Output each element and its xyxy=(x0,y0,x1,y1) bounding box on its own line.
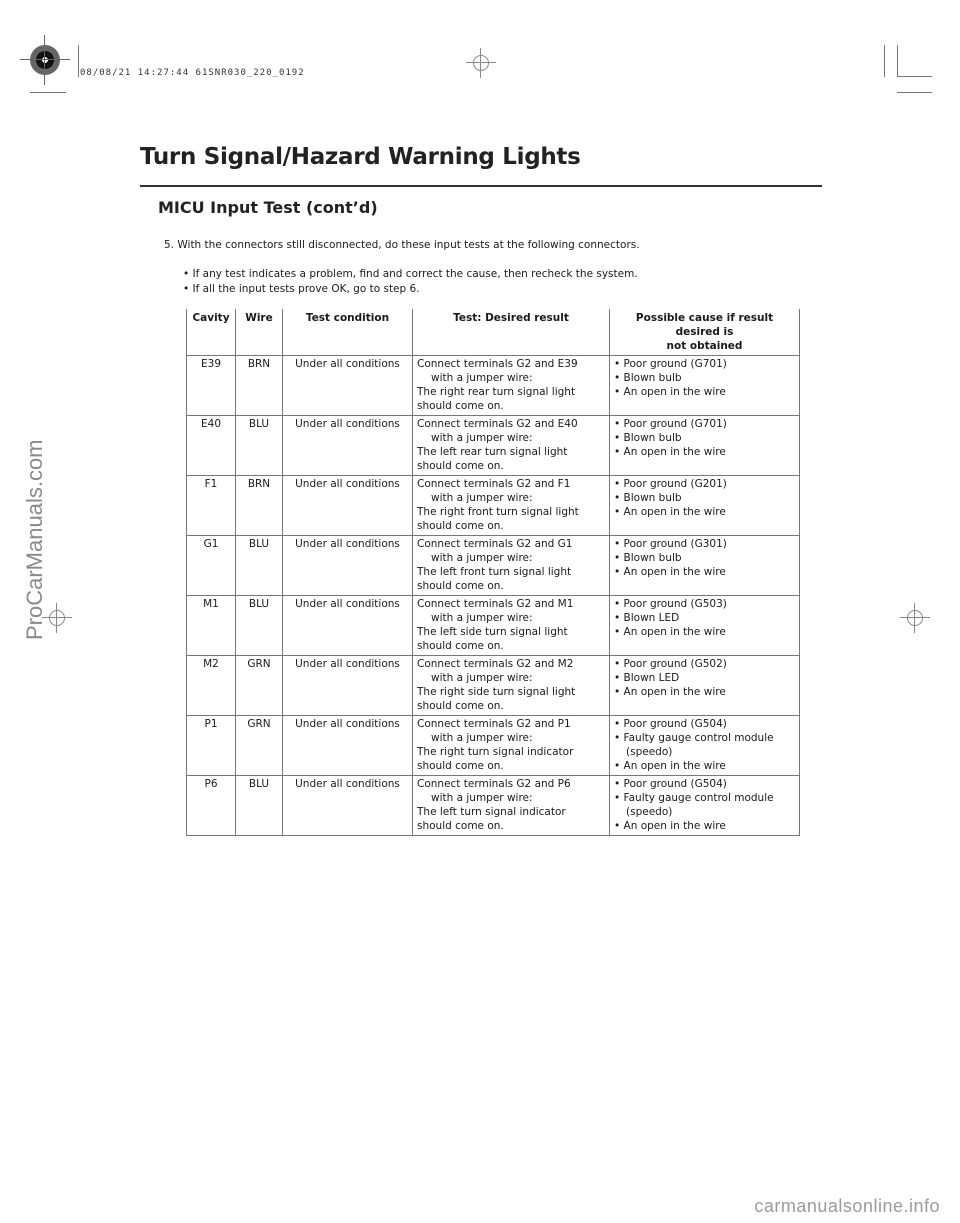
input-test-table xyxy=(186,309,800,836)
cell-wire: BLU xyxy=(236,596,283,656)
cause-item: • Poor ground (G504) xyxy=(614,777,795,791)
cause-item: • Poor ground (G504) xyxy=(614,717,795,731)
cell-wire: BRN xyxy=(236,356,283,416)
cell-wire: GRN xyxy=(236,656,283,716)
step-instruction xyxy=(164,239,640,251)
cause-item: • Blown LED xyxy=(614,611,795,625)
cell-cavity: M2 xyxy=(187,656,236,716)
cell-wire: BRN xyxy=(236,476,283,536)
header-wire: Wire xyxy=(236,309,283,356)
cell-result xyxy=(413,716,610,776)
header-cavity: Cavity xyxy=(187,309,236,356)
result-line: with a jumper wire: xyxy=(431,552,533,564)
cause-item: • Blown bulb xyxy=(614,431,795,445)
cell-result xyxy=(413,536,610,596)
result-line: with a jumper wire: xyxy=(431,732,533,744)
cause-item: • Poor ground (G503) xyxy=(614,597,795,611)
header-cause-line: not obtained xyxy=(666,340,743,352)
result-line: should come on. xyxy=(417,640,504,652)
table-row xyxy=(187,716,800,776)
cell-wire: BLU xyxy=(236,416,283,476)
cause-item: • An open in the wire xyxy=(614,505,795,519)
result-line: Connect terminals G2 and P6 xyxy=(417,778,571,790)
result-line: The left front turn signal light xyxy=(417,566,572,578)
cause-item: • Blown bulb xyxy=(614,371,795,385)
result-line: with a jumper wire: xyxy=(431,432,533,444)
step-bullets xyxy=(183,268,638,298)
cell-cause xyxy=(610,656,800,716)
cause-item: • Blown bulb xyxy=(614,551,795,565)
result-line: Connect terminals G2 and G1 xyxy=(417,538,573,550)
result-line: Connect terminals G2 and E40 xyxy=(417,418,578,430)
result-line: Connect terminals G2 and E39 xyxy=(417,358,578,370)
cell-cause xyxy=(610,476,800,536)
cell-cavity: E39 xyxy=(187,356,236,416)
cell-result xyxy=(413,356,610,416)
cause-item: • An open in the wire xyxy=(614,819,795,833)
table-row xyxy=(187,656,800,716)
cell-result xyxy=(413,416,610,476)
cause-item: • An open in the wire xyxy=(614,385,795,399)
result-line: should come on. xyxy=(417,400,504,412)
cell-condition: Under all conditions xyxy=(283,776,413,836)
cell-wire: BLU xyxy=(236,536,283,596)
result-line: The right turn signal indicator xyxy=(417,746,574,758)
result-line: Connect terminals G2 and P1 xyxy=(417,718,571,730)
cause-item: • An open in the wire xyxy=(614,565,795,579)
result-line: should come on. xyxy=(417,700,504,712)
cell-result xyxy=(413,476,610,536)
cell-cavity: P6 xyxy=(187,776,236,836)
result-line: The left turn signal indicator xyxy=(417,806,566,818)
cell-wire: GRN xyxy=(236,716,283,776)
watermark-left: ProCarManuals.com xyxy=(22,439,47,640)
table-row xyxy=(187,416,800,476)
table-row xyxy=(187,476,800,536)
cause-item: • An open in the wire xyxy=(614,445,795,459)
section-title: MICU Input Test (cont’d) xyxy=(158,198,378,217)
cell-cavity: E40 xyxy=(187,416,236,476)
result-line: should come on. xyxy=(417,580,504,592)
cell-cause xyxy=(610,596,800,656)
result-line: The left side turn signal light xyxy=(417,626,568,638)
crop-mark xyxy=(897,45,898,77)
table-row xyxy=(187,776,800,836)
result-line: Connect terminals G2 and M1 xyxy=(417,598,574,610)
result-line: should come on. xyxy=(417,760,504,772)
watermark-bottom: carmanualsonline.info xyxy=(754,1196,940,1216)
cause-item: • Faulty gauge control module (speedo) xyxy=(614,731,795,759)
cause-item: • Blown bulb xyxy=(614,491,795,505)
cell-result xyxy=(413,596,610,656)
cause-item: • Blown LED xyxy=(614,671,795,685)
cell-cavity: G1 xyxy=(187,536,236,596)
cell-cause xyxy=(610,416,800,476)
cell-condition: Under all conditions xyxy=(283,656,413,716)
crop-mark xyxy=(30,92,66,93)
cell-cavity: P1 xyxy=(187,716,236,776)
cause-item: • An open in the wire xyxy=(614,759,795,773)
cause-item: • An open in the wire xyxy=(614,685,795,699)
table-header-row xyxy=(187,309,800,356)
result-line: The left rear turn signal light xyxy=(417,446,568,458)
cell-cause xyxy=(610,536,800,596)
result-line: with a jumper wire: xyxy=(431,672,533,684)
step-number: 5. xyxy=(164,239,175,251)
cell-condition: Under all conditions xyxy=(283,416,413,476)
result-line: with a jumper wire: xyxy=(431,792,533,804)
crosshair-icon xyxy=(466,48,496,78)
cell-result xyxy=(413,776,610,836)
bullet-item: • If any test indicates a problem, find and correct the cause, then recheck the system. xyxy=(183,268,638,283)
print-stamp: 08/08/21 14:27:44 61SNR030_220_0192 xyxy=(80,68,305,78)
crop-mark xyxy=(897,76,932,77)
header-condition: Test condition xyxy=(283,309,413,356)
registration-mark-icon xyxy=(30,45,60,75)
result-line: Connect terminals G2 and M2 xyxy=(417,658,574,670)
cell-condition: Under all conditions xyxy=(283,356,413,416)
result-line: with a jumper wire: xyxy=(431,492,533,504)
result-line: with a jumper wire: xyxy=(431,372,533,384)
cell-condition: Under all conditions xyxy=(283,716,413,776)
crop-mark xyxy=(897,92,932,93)
result-line: with a jumper wire: xyxy=(431,612,533,624)
cell-wire: BLU xyxy=(236,776,283,836)
table-row xyxy=(187,596,800,656)
header-cause xyxy=(610,309,800,356)
header-cause-line: Possible cause if result desired is xyxy=(635,312,774,338)
cell-result xyxy=(413,656,610,716)
cell-cause xyxy=(610,356,800,416)
cause-item: • Poor ground (G701) xyxy=(614,357,795,371)
result-line: should come on. xyxy=(417,520,504,532)
cause-item: • An open in the wire xyxy=(614,625,795,639)
cell-condition: Under all conditions xyxy=(283,536,413,596)
result-line: The right rear turn signal light xyxy=(417,386,576,398)
cell-cavity: M1 xyxy=(187,596,236,656)
cause-item: • Faulty gauge control module (speedo) xyxy=(614,791,795,819)
crop-mark xyxy=(78,45,79,77)
crosshair-icon xyxy=(900,603,930,633)
cause-item: • Poor ground (G201) xyxy=(614,477,795,491)
page-title: Turn Signal/Hazard Warning Lights xyxy=(140,144,581,170)
cell-cause xyxy=(610,716,800,776)
table-row xyxy=(187,536,800,596)
result-line: The right front turn signal light xyxy=(417,506,579,518)
step-text: With the connectors still disconnected, do these input tests at the following connectors. xyxy=(177,239,640,251)
table-row xyxy=(187,356,800,416)
cell-cause xyxy=(610,776,800,836)
result-line: should come on. xyxy=(417,820,504,832)
cause-item: • Poor ground (G701) xyxy=(614,417,795,431)
cell-cavity: F1 xyxy=(187,476,236,536)
result-line: should come on. xyxy=(417,460,504,472)
title-divider xyxy=(140,185,822,187)
result-line: Connect terminals G2 and F1 xyxy=(417,478,571,490)
cell-condition: Under all conditions xyxy=(283,596,413,656)
cell-condition: Under all conditions xyxy=(283,476,413,536)
cause-item: • Poor ground (G301) xyxy=(614,537,795,551)
crop-mark xyxy=(884,45,885,77)
cause-item: • Poor ground (G502) xyxy=(614,657,795,671)
result-line: The right side turn signal light xyxy=(417,686,576,698)
bullet-item: • If all the input tests prove OK, go to step 6. xyxy=(183,283,638,298)
header-result: Test: Desired result xyxy=(413,309,610,356)
